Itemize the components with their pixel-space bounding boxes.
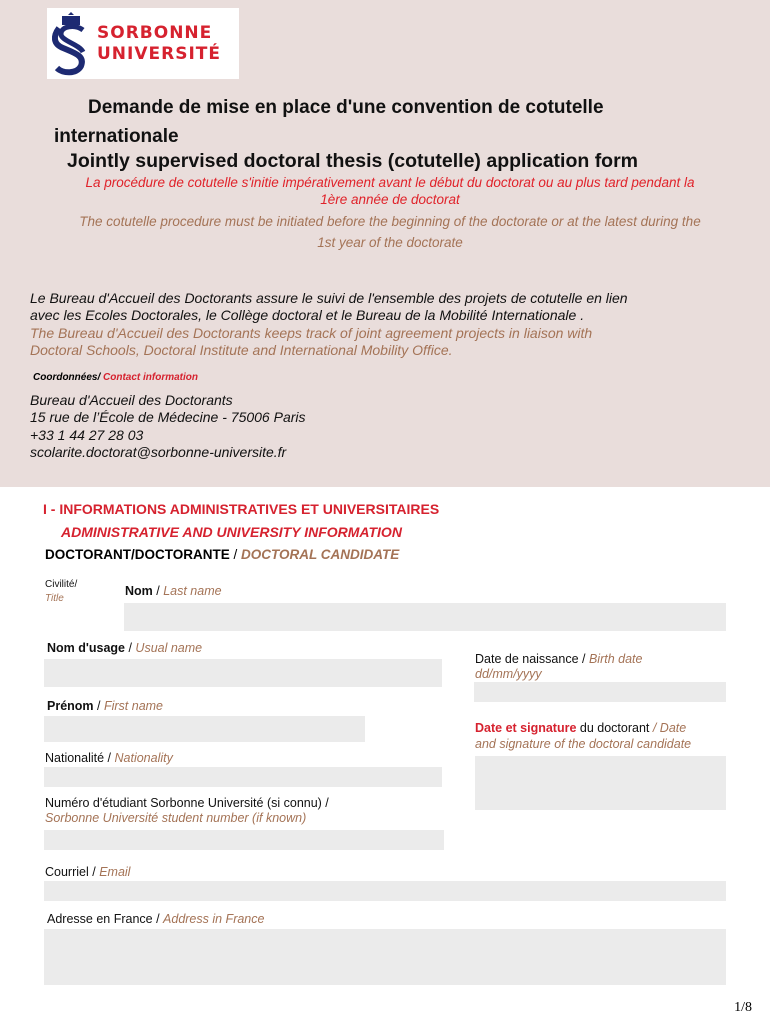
student-number-field[interactable] — [44, 830, 444, 850]
intro-fr-2: avec les Ecoles Doctorales, le Collège doctoral et le Bureau de la Mobilité Internationale . — [30, 307, 585, 323]
first-name-label — [47, 699, 163, 713]
sorbonne-emblem-icon — [49, 8, 93, 79]
address-label — [47, 912, 264, 926]
email-field[interactable] — [44, 881, 726, 901]
signature-label-en-1: / Date — [649, 721, 687, 735]
contact-email[interactable]: scolarite.doctorat@sorbonne-universite.fr — [30, 444, 287, 460]
signature-label-fr: du doctorant — [576, 721, 650, 735]
address-field[interactable] — [44, 929, 726, 985]
section-title-en: ADMINISTRATIVE AND UNIVERSITY INFORMATION — [61, 524, 402, 540]
intro-fr-1: Le Bureau d'Accueil des Doctorants assure le suivi de l'ensemble des projets de cotutelle en lien — [30, 290, 628, 306]
logo-line-2: UNIVERSITÉ — [97, 44, 221, 64]
birth-date-field[interactable] — [474, 682, 726, 702]
sorbonne-logo — [47, 8, 239, 79]
nationality-label — [45, 751, 173, 765]
contact-label-en: Contact information — [100, 372, 199, 383]
usual-name-label-fr: Nom d'usage — [47, 641, 125, 655]
birth-date-label-fr: Date de naissance / — [475, 652, 589, 666]
first-name-field[interactable] — [44, 716, 365, 742]
address-sep: / — [152, 912, 164, 926]
email-label-fr: Courriel — [45, 865, 89, 879]
title-fr-line-1: Demande de mise en place d'une convention de cotutelle — [88, 97, 604, 118]
logo-line-1: SORBONNE — [97, 23, 213, 43]
email-label — [45, 865, 130, 879]
intro-en-2: Doctoral Schools, Doctoral Institute and International Mobility Office. — [30, 342, 453, 358]
last-name-sep: / — [152, 584, 164, 598]
title-label-fr: Civilité/ — [45, 579, 78, 590]
student-number-label-en: Sorbonne Université student number (if known) — [45, 811, 307, 825]
usual-name-label — [47, 641, 202, 655]
signature-label-en-2: and signature of the doctoral candidate — [475, 737, 692, 751]
candidate-heading-fr: DOCTORANT/DOCTORANTE — [45, 547, 230, 562]
first-name-label-fr: Prénom — [47, 699, 94, 713]
student-number-label-fr: Numéro d'étudiant Sorbonne Université (si connu) / — [45, 796, 329, 810]
page-number: 1/8 — [734, 1000, 752, 1015]
nationality-label-fr: Nationalité — [45, 751, 105, 765]
nationality-label-en: Nationality — [114, 751, 173, 765]
candidate-heading-sep: / — [229, 547, 242, 562]
email-sep: / — [88, 865, 100, 879]
signature-label — [475, 721, 686, 735]
title-fr-line-2: internationale — [54, 126, 179, 147]
contact-office: Bureau d'Accueil des Doctorants — [30, 392, 233, 408]
first-name-label-en: First name — [103, 699, 164, 713]
last-name-label-fr: Nom — [125, 584, 153, 598]
birth-date-label-en: Birth date — [588, 652, 643, 666]
usual-name-sep: / — [125, 641, 136, 655]
email-label-en: Email — [99, 865, 131, 879]
birth-date-label — [475, 652, 642, 666]
last-name-label — [125, 584, 222, 598]
first-name-sep: / — [93, 699, 104, 713]
contact-label-fr: Coordonnées/ — [33, 372, 101, 383]
contact-heading — [33, 372, 198, 383]
last-name-label-en: Last name — [163, 584, 222, 598]
address-label-en: Address in France — [163, 912, 265, 926]
nationality-field[interactable] — [44, 767, 442, 787]
nationality-sep: / — [104, 751, 115, 765]
note-fr-2: 1ère année de doctorat — [320, 192, 460, 207]
candidate-heading — [45, 547, 399, 562]
note-fr-1: La procédure de cotutelle s'initie impérativement avant le début du doctorat ou au plus tard pendant la — [85, 175, 695, 190]
section-title-fr: I - INFORMATIONS ADMINISTRATIVES ET UNIVERSITAIRES — [43, 501, 440, 517]
last-name-field[interactable] — [124, 603, 726, 631]
birth-date-format: dd/mm/yyyy — [475, 667, 542, 681]
contact-phone: +33 1 44 27 28 03 — [30, 427, 144, 443]
contact-address: 15 rue de l’École de Médecine - 75006 Paris — [30, 409, 306, 425]
intro-en-1: The Bureau d'Accueil des Doctorants keeps track of joint agreement projects in liaison with — [30, 325, 593, 341]
candidate-heading-en: DOCTORAL CANDIDATE — [241, 547, 400, 562]
note-en-1: The cotutelle procedure must be initiated before the beginning of the doctorate or at the latest during the — [79, 214, 701, 229]
note-en-2: 1st year of the doctorate — [317, 235, 463, 250]
address-label-fr: Adresse en France — [47, 912, 153, 926]
title-label-en: Title — [45, 593, 64, 604]
usual-name-field[interactable] — [44, 659, 442, 687]
usual-name-label-en: Usual name — [135, 641, 203, 655]
signature-field[interactable] — [475, 756, 726, 810]
title-en: Jointly supervised doctoral thesis (cotutelle) application form — [67, 150, 639, 172]
signature-label-fr-bold: Date et signature — [475, 721, 577, 735]
